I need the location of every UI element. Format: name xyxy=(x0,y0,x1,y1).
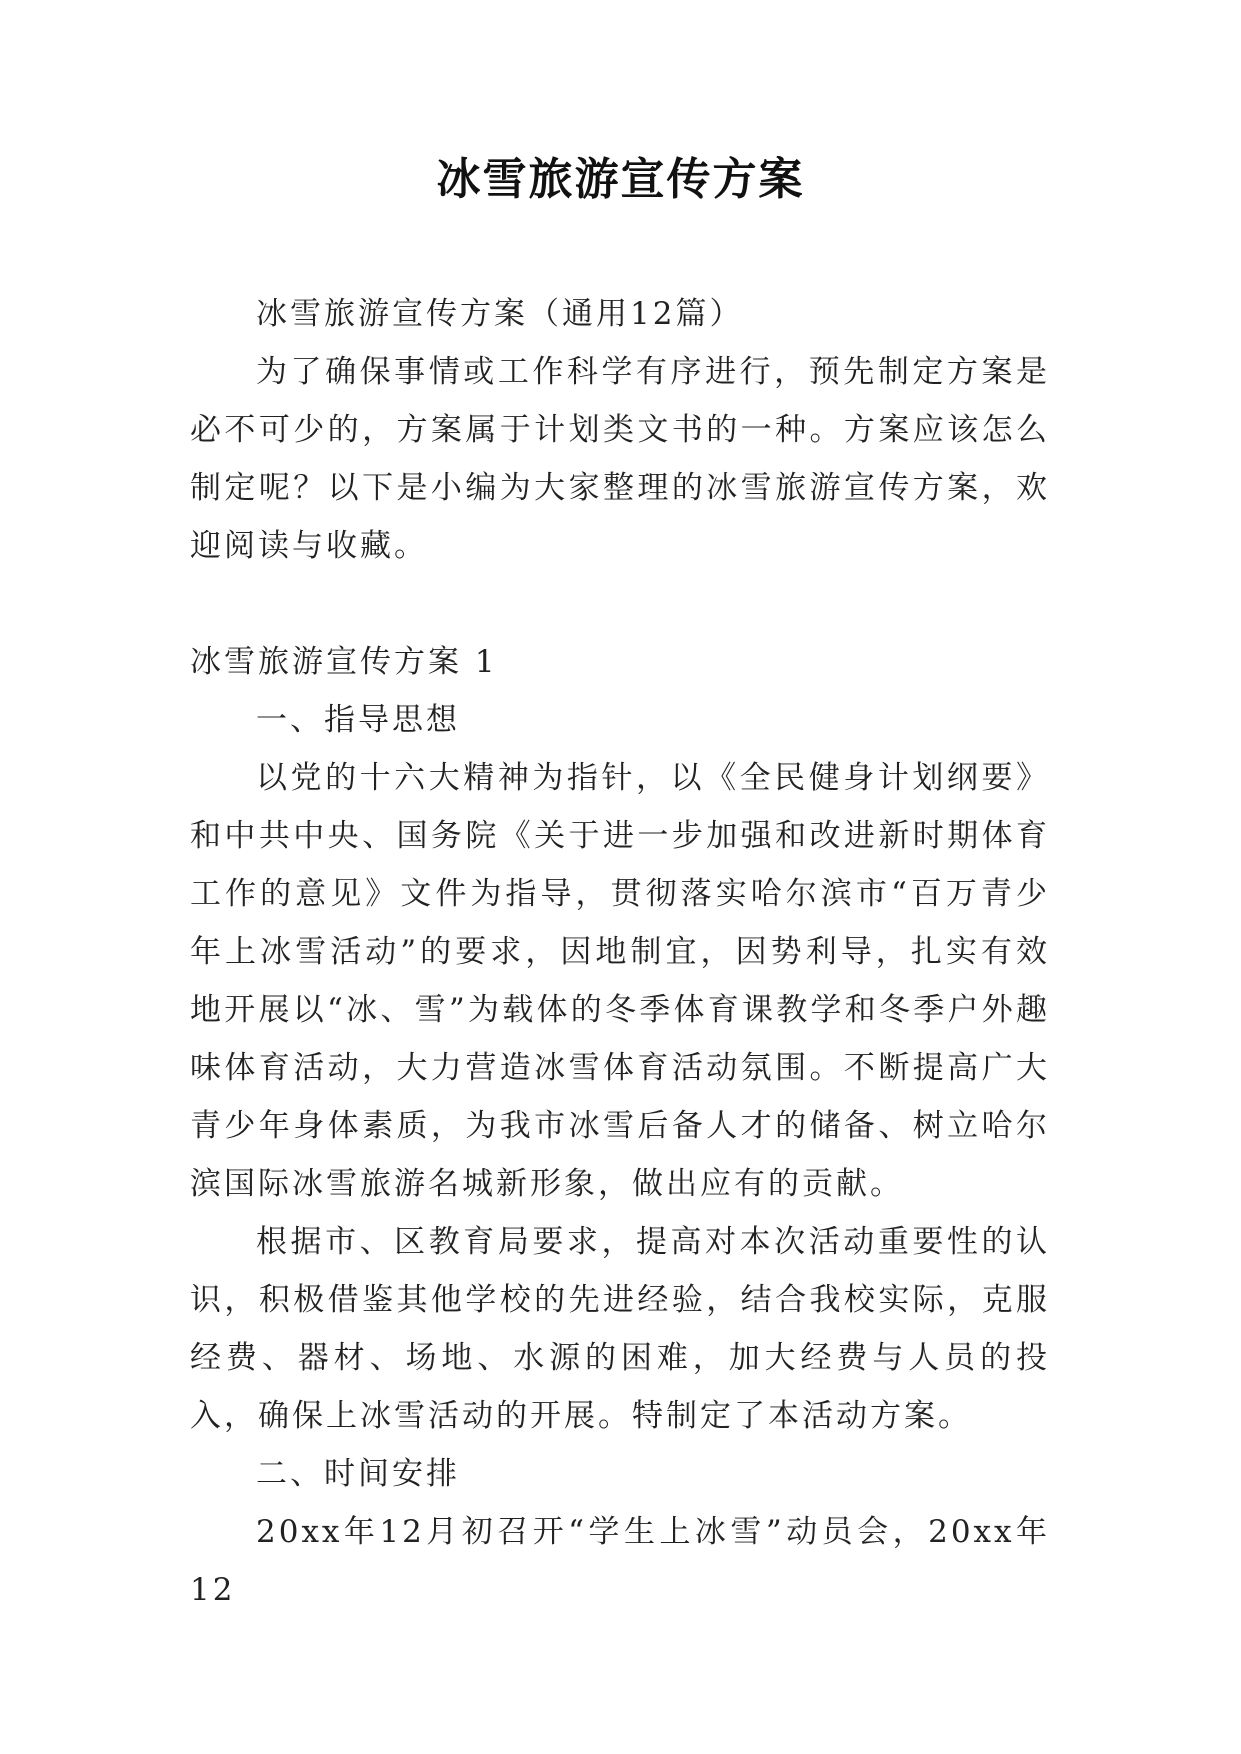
heading-time-arrangement: 二、时间安排 xyxy=(256,1456,460,1492)
section-spacer xyxy=(190,575,1050,633)
paragraph-time-arrangement: 20xx年12月初召开“学生上冰雪”动员会，20xx年12 xyxy=(190,1514,1050,1608)
document-body xyxy=(190,285,1050,1619)
section-title: 冰雪旅游宣传方案 1 xyxy=(190,644,498,680)
document-subtitle: 冰雪旅游宣传方案（通用12篇） xyxy=(256,296,744,332)
heading-guiding-ideology: 一、指导思想 xyxy=(256,702,460,738)
paragraph-requirements: 根据市、区教育局要求，提高对本次活动重要性的认识，积极借鉴其他学校的先进经验，结合我校实际，克服经费、器材、场地、水源的困难，加大经费与人员的投入，确保上冰雪活动的开展。特制定了本活动方案。 xyxy=(190,1224,1050,1434)
document-title: 冰雪旅游宣传方案 xyxy=(436,154,805,205)
intro-paragraph: 为了确保事情或工作科学有序进行，预先制定方案是必不可少的，方案属于计划类文书的一种。方案应该怎么制定呢？以下是小编为大家整理的冰雪旅游宣传方案，欢迎阅读与收藏。 xyxy=(190,354,1050,564)
paragraph-guiding-ideology: 以党的十六大精神为指针，以《全民健身计划纲要》和中共中央、国务院《关于进一步加强和改进新时期体育工作的意见》文件为指导，贯彻落实哈尔滨市“百万青少年上冰雪活动”的要求，因地制宜，因势利导，扎实有效地开展以“冰、雪”为载体的冬季体育课教学和冬季户外趣味体育活动，大力营造冰雪体育活动氛围。不断提高广大青少年身体素质，为我市冰雪后备人才的储备、树立哈尔滨国际冰雪旅游名城新形象，做出应有的贡献。 xyxy=(190,760,1050,1202)
